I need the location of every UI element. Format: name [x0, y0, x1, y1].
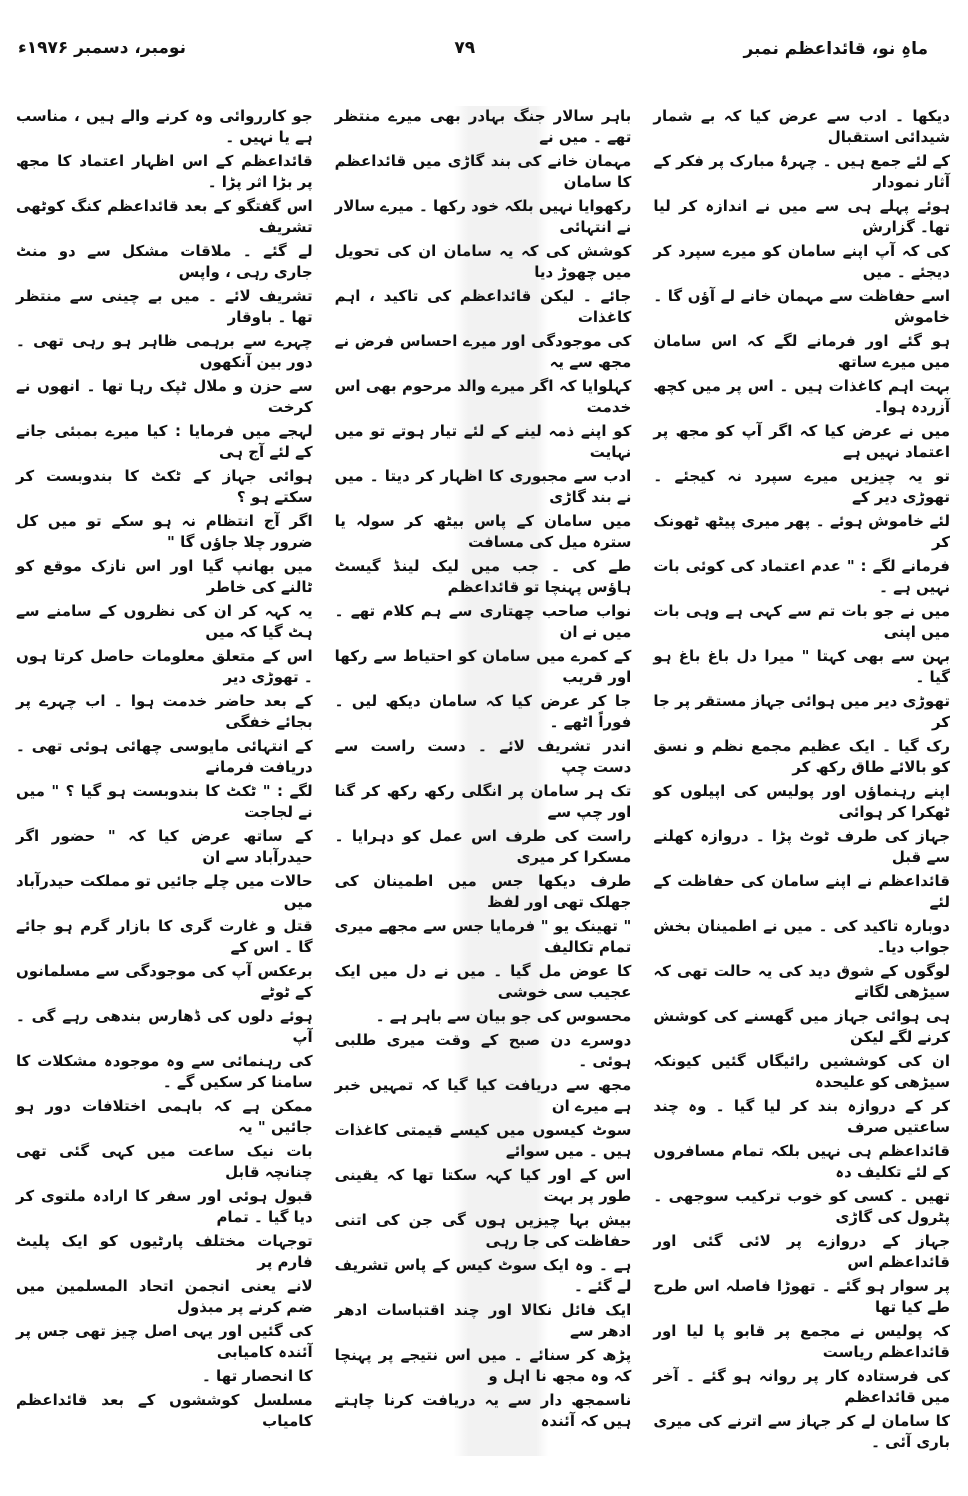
text-line: بات نیک ساعت میں کہی گئی تھی چنانچہ قابل [15, 1142, 313, 1181]
text-line: کے ساتھ عرض کیا کہ " حضور اگر حیدرآباد سے ان [15, 827, 313, 866]
text-line: میں سامان کے پاس بیٹھ کر سولہ یا سترہ میل کی مسافت [334, 512, 632, 551]
text-line: چہرے سے برہمی ظاہر ہو رہی تھی ۔ دور بین آنکھوں [15, 332, 313, 371]
text-line: ایک فائل نکالا اور چند اقتباسات ادھر ادھر سے [334, 1301, 632, 1340]
text-line: جہاز کی طرف ٹوٹ پڑا ۔ دروازہ کھلنے سے قبل [653, 827, 950, 866]
text-line: اپنے رہنماؤں اور پولیس کی اپیلوں کو ٹھکرا کر ہوائی [653, 782, 950, 821]
text-line: تشریف لائے ۔ میں بے چینی سے منتظر تھا ۔ باوقار [15, 287, 313, 326]
text-line: ہوئے پہلے ہی سے میں نے اندازہ کر لیا تھا۔ گزارش [653, 197, 950, 236]
text-line: ہوائی جہاز کے ٹکٹ کا بندوبست کر سکتے ہو ؟ [15, 467, 313, 506]
issue-date: نومبر، دسمبر ۱۹۷۶ء [18, 38, 186, 58]
text-line: کا عوض مل گیا ۔ میں نے دل میں ایک عجیب سی خوشی [334, 962, 632, 1001]
text-line: ہی ہوائی جہاز میں گھسنے کی کوشش کرنے لگے لیکن [653, 1007, 950, 1046]
text-line: کا انحصار تھا ۔ [202, 1367, 313, 1385]
text-line: کے کمرے میں سامان کو احتیاط سے رکھا اور قریب [334, 647, 632, 686]
page-header [0, 0, 968, 68]
text-line: کا سامان لے کر جہاز سے اترنے کی میری باری آئی ۔ [653, 1412, 950, 1451]
text-line: رک گیا ۔ ایک عظیم مجمع نظم و نسق کو بالائے طاق رکھ کر [653, 737, 950, 776]
column-middle [335, 106, 632, 1456]
text-line: اگر آج انتظام نہ ہو سکے تو میں کل ضرور چلا جاؤں گا " [15, 512, 313, 551]
text-line: محسوس کی جو بیان سے باہر ہے ۔ [375, 1007, 632, 1025]
text-line: توجہات مختلف پارٹیوں کو ایک پلیٹ فارم پر [15, 1232, 313, 1271]
text-line: دوسرے دن صبح کے وقت میری طلبی ہوئی ۔ [334, 1031, 632, 1070]
text-line: کی موجودگی اور میرے احساس فرض نے مجھ سے یہ [334, 332, 632, 371]
magazine-title: ماہِ نو، قائداعظم نمبر [743, 38, 928, 59]
text-line: حالات میں چلے جائیں تو مملکت حیدرآباد میں [15, 872, 313, 911]
text-line: جا کر عرض کیا کہ سامان دیکھ لیں ۔ فوراً اٹھے ۔ [334, 692, 632, 731]
text-line: جو کارروائی وہ کرنے والے ہیں ، مناسب ہے یا نہیں ۔ [15, 107, 313, 146]
text-line: طرف دیکھا جس میں اطمینان کی جھلک تھی اور لفظ [334, 872, 632, 911]
text-line: ممکن ہے کہ باہمی اختلافات دور ہو جائیں " یہ [15, 1097, 313, 1136]
text-line: پڑھ کر سنائے ۔ میں اس نتیجے پر پہنچا کہ وہ مجھ نا اہل و [334, 1346, 632, 1385]
text-line: مہمان خانے کی بند گاڑی میں قائداعظم کا سامان [334, 152, 632, 191]
text-line: " تھینک یو " فرمایا جس سے مجھے میری تمام تکالیف [334, 917, 632, 956]
text-line: میں نے جو بات تم سے کہی ہے وہی بات میں اپنی [653, 602, 950, 641]
text-line: سوٹ کیسوں میں کیسے قیمتی کاغذات ہیں ۔ میں سوائے [334, 1121, 632, 1160]
text-line: نواب صاحب چھتاری سے ہم کلام تھے ۔ میں نے ان [334, 602, 632, 641]
text-line: کو اپنے ذمہ لینے کے لئے تیار ہوتے تو میں نہایت [334, 422, 632, 461]
text-line: کہ پولیس نے مجمع پر قابو پا لیا اور قائداعظم ریاست [653, 1322, 950, 1361]
text-line: جائے ۔ لیکن قائداعظم کی تاکید ، اہم کاغذات [334, 287, 632, 326]
text-line: کی فرستادہ کار پر روانہ ہو گئے ۔ آخر میں قائداعظم [653, 1367, 950, 1406]
text-line: باہر سالار جنگ بہادر بھی میرے منتظر تھے ۔ میں نے [334, 107, 632, 146]
text-line: رکھوایا نہیں بلکہ خود رکھا ۔ میرے سالار نے انتہائی [334, 197, 632, 236]
text-line: ہے ۔ وہ ایک سوٹ کیس کے پاس تشریف لے گئے ۔ [334, 1256, 632, 1295]
text-line: ان کی کوششیں رائیگاں گئیں کیونکہ سیڑھی کو علیحدہ [653, 1052, 950, 1091]
text-line: لئے خاموش ہوئے ۔ پھر میری پیٹھ ٹھونک کر [653, 512, 950, 551]
text-line: اسے حفاظت سے مہمان خانے لے آؤں گا ۔ خاموش [653, 287, 950, 326]
text-line: قائداعظم کے اس اظہار اعتماد کا مجھ پر بڑا اثر پڑا ۔ [15, 152, 313, 191]
text-line: برعکس آپ کی موجودگی سے مسلمانوں کے ٹوٹے [15, 962, 313, 1001]
text-line: تھوڑی دیر میں ہوائی جہاز مستقر پر جا کر [653, 692, 950, 731]
text-line: ہوئے دلوں کی ڈھارس بندھی رہے گی ۔ آپ [15, 1007, 313, 1046]
text-line: تو یہ چیزیں میرے سپرد نہ کیجئے ۔ تھوڑی دیر کے [653, 467, 950, 506]
text-line: کے انتہائی مایوسی چھائی ہوئی تھی ۔ دریافت فرمانے [15, 737, 313, 776]
text-line: بیش بہا چیزیں ہوں گی جن کی اتنی حفاظت کی جا رہی [334, 1211, 632, 1250]
text-line: قبول ہوئی اور سفر کا ارادہ ملتوی کر دیا گیا ۔ تمام [15, 1187, 313, 1226]
text-line: لانے یعنی انجمن اتحاد المسلمین میں ضم کرنے پر مبذول [15, 1277, 313, 1316]
text-line: پر سوار ہو گئے ۔ تھوڑا فاصلہ اس طرح طے کیا تھا [653, 1277, 950, 1316]
text-line: کی گئیں اور یہی اصل چیز تھی جس پر آئندہ کامیابی [15, 1322, 313, 1361]
text-line: سے حزن و ملال ٹپک رہا تھا ۔ انھوں نے کرخت [15, 377, 313, 416]
text-line: کر کے دروازہ بند کر لیا گیا ۔ وہ چند ساعتیں صرف [653, 1097, 950, 1136]
text-line: ادب سے مجبوری کا اظہار کر دیتا ۔ میں نے بند گاڑی [334, 467, 632, 506]
text-line: مجھ سے دریافت کیا گیا کہ تمہیں خبر ہے میرے ان [334, 1076, 632, 1115]
text-line: ہو گئے اور فرمانے لگے کہ اس سامان میں میرے ساتھ [653, 332, 950, 371]
text-line: قائداعظم نے اپنے سامان کی حفاظت کے لئے [653, 872, 950, 911]
text-line: بہت اہم کاغذات ہیں ۔ اس پر میں کچھ آزردہ ہوا۔ [653, 377, 950, 416]
text-columns [0, 68, 968, 1496]
page-number: ۷۹ [454, 38, 476, 58]
text-line: کی کہ آپ اپنے سامان کو میرے سپرد کر دیجئے ۔ میں [653, 242, 950, 281]
text-line: لوگوں کے شوق دید کی یہ حالت تھی کہ سیڑھی لگاتے [653, 962, 950, 1001]
text-line: اس گفتگو کے بعد قائداعظم کنگ کوٹھی تشریف [15, 197, 313, 236]
text-line: قتل و غارت گری کا بازار گرم ہو جائے گا ۔ اس کے [15, 917, 313, 956]
text-line: فرمانے لگے : " عدم اعتماد کی کوئی بات نہیں ہے ۔ [653, 557, 950, 596]
text-line: قائداعظم ہی نہیں بلکہ تمام مسافروں کے لئے تکلیف دہ [653, 1142, 950, 1181]
text-line: میں نے عرض کیا کہ اگر آپ کو مجھ پر اعتماد نہیں ہے [653, 422, 950, 461]
text-line: تھیں ۔ کسی کو خوب ترکیب سوجھی ۔ پٹرول کی گاڑی [653, 1187, 950, 1226]
text-line: دیکھا ۔ ادب سے عرض کیا کہ بے شمار شیدائی استقبال [653, 107, 950, 146]
text-line: لہجے میں فرمایا : کیا میرے بمبئی جانے کے لئے آج ہی [15, 422, 313, 461]
text-line: اس کے متعلق معلومات حاصل کرتا ہوں ۔ تھوڑی دیر [15, 647, 313, 686]
text-line: کہلوایا کہ اگر میرے والد مرحوم بھی اس خدمت [334, 377, 632, 416]
text-line: یہ کہہ کر ان کی نظروں کے سامنے سے ہٹ گیا کہ میں [15, 602, 313, 641]
column-left [16, 106, 313, 1456]
text-line: کے بعد حاضر خدمت ہوا ۔ اب چہرے پر بجائے خفگی [15, 692, 313, 731]
text-line: ناسمجھ دار سے یہ دریافت کرنا چاہتے ہیں کہ آئندہ [334, 1391, 632, 1430]
text-line: کے لئے جمع ہیں ۔ چہرۂ مبارک پر فکر کے آثار نمودار [653, 152, 950, 191]
text-line: مسلسل کوششوں کے بعد قائداعظم کامیاب [15, 1391, 313, 1430]
text-line: بہن سے بھی کہتا " میرا دل باغ باغ ہو گیا ۔ [653, 647, 950, 686]
text-line: راست کی طرف اس عمل کو دہرایا ۔ مسکرا کر میری [334, 827, 632, 866]
text-line: دوبارہ تاکید کی ۔ میں نے اطمینان بخش جواب دیا۔ [653, 917, 950, 956]
text-line: لگے : " ٹکٹ کا بندوبست ہو گیا ؟ " میں نے لجاجت [15, 782, 313, 821]
text-line: میں بھانپ گیا اور اس نازک موقع کو ٹالنے کی خاطر [15, 557, 313, 596]
text-line: تک ہر سامان پر انگلی رکھ رکھ کر گنا اور چپ سے [334, 782, 632, 821]
text-line: لے گئے ۔ ملاقات مشکل سے دو منٹ جاری رہی ، واپس [15, 242, 313, 281]
column-right [653, 106, 950, 1456]
text-line: اندر تشریف لائے ۔ دست راست سے دست چپ [334, 737, 632, 776]
text-line: کی رہنمائی سے وہ موجودہ مشکلات کا سامنا کر سکیں گے ۔ [15, 1052, 313, 1091]
text-line: جہاز کے دروازے پر لائی گئی اور قائداعظم اس [653, 1232, 950, 1271]
text-line: اس کے اور کیا کہہ سکتا تھا کہ یقینی طور پر بہت [334, 1166, 632, 1205]
text-line: کوشش کی کہ یہ سامان ان کی تحویل میں چھوڑ دیا [334, 242, 632, 281]
text-line: طے کی ۔ جب میں لیک لینڈ گیسٹ ہاؤس پہنچا تو قائداعظم [334, 557, 632, 596]
